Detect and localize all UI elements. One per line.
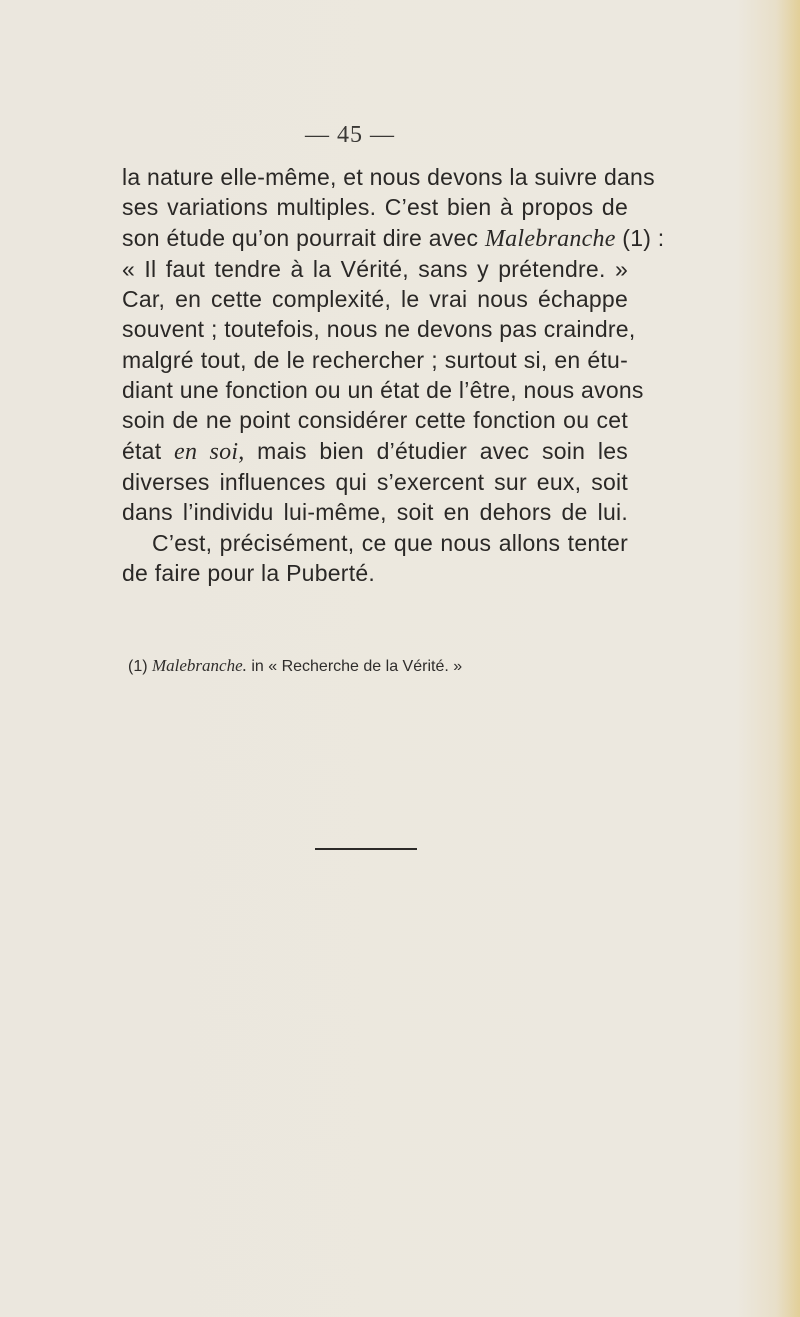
- page-number: — 45 —: [305, 122, 395, 148]
- text-line: souvent ; toutefois, nous ne devons pas craindre,: [122, 316, 636, 343]
- footnote-reference: (1) :: [615, 224, 665, 251]
- text-line: diant une fonction ou un état de l’être, nous avons: [122, 377, 644, 404]
- end-rule: [315, 848, 417, 850]
- text-line: C’est, précisément, ce que nous allons tenter: [152, 529, 628, 556]
- text-line: diverses influences qui s’exercent sur eux, soit: [122, 468, 628, 495]
- footnote-author: Malebranche.: [152, 656, 247, 675]
- text-line: Car, en cette complexité, le vrai nous échappe: [122, 286, 628, 313]
- text-line: soin de ne point considérer cette fonction ou cet: [122, 407, 628, 434]
- footnote-text: in « Recherche de la Vérité. »: [246, 658, 463, 675]
- text-line: malgré tout, de le rechercher ; surtout si, en étu-: [122, 346, 628, 373]
- footnote-marker: (1): [128, 658, 152, 675]
- text-line: [122, 436, 628, 467]
- body-paragraph: [122, 162, 665, 588]
- text-line: ses variations multiples. C’est bien à propos de: [122, 194, 628, 221]
- text-segment: son étude qu’on pourrait dire avec: [122, 224, 485, 251]
- text-line: de faire pour la Puberté.: [122, 559, 376, 586]
- emphasis-text: en soi,: [174, 438, 245, 465]
- text-line: dans l’individu lui-même, soit en dehors de lui.: [122, 499, 628, 526]
- author-name: Malebranche: [484, 225, 616, 252]
- text-line: la nature elle-même, et nous devons la suivre dans: [122, 164, 655, 190]
- text-segment: état: [122, 437, 175, 464]
- footnote: [128, 656, 462, 676]
- text-segment: mais bien d’étudier avec soin les: [244, 437, 628, 464]
- text-line: [122, 223, 665, 254]
- quotation-line: « Il faut tendre à la Vérité, sans y prétendre. »: [122, 255, 628, 282]
